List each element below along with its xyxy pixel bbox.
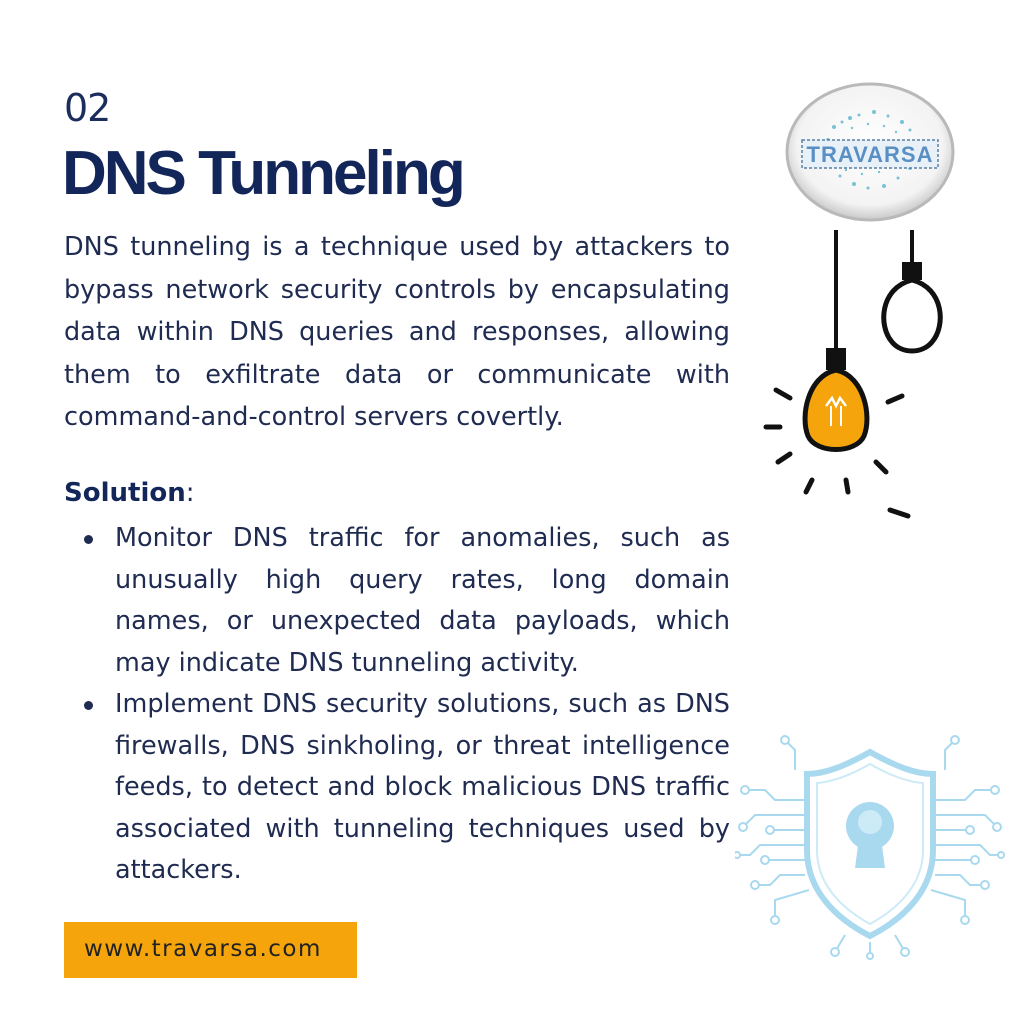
- website-badge[interactable]: [64, 922, 357, 978]
- solution-list: [84, 518, 730, 892]
- bullet-icon: [84, 701, 93, 710]
- slide-number: 02: [64, 86, 111, 130]
- description: DNS tunneling is a technique used by attackers to bypass network security controls by encapsulating data within DNS queries and responses, allowing them to exfiltrate data or communicate with command-and-control servers covertly.: [64, 232, 730, 432]
- shield-keyhole-icon: [735, 730, 1005, 960]
- logo-text: TRAVARSA: [806, 142, 934, 167]
- solution-colon: :: [185, 478, 195, 508]
- website-link[interactable]: www.travarsa.com: [84, 936, 322, 962]
- page-title: DNS Tunneling: [62, 139, 463, 208]
- bullet-text: Monitor DNS traffic for anomalies, such as unusually high query rates, long domain names, or unexpected data payloads, which may indicate DNS tunneling activity.: [115, 523, 730, 678]
- light-bulb-icon: [760, 230, 960, 530]
- bullet-icon: [84, 535, 93, 544]
- solution-label: Solution: [64, 478, 186, 508]
- list-item: [84, 684, 730, 892]
- list-item: [84, 518, 730, 684]
- globe-logo-icon: [784, 82, 956, 222]
- solution-heading: [64, 478, 195, 508]
- bullet-text: Implement DNS security solutions, such as DNS firewalls, DNS sinkholing, or threat intelligence feeds, to detect and block malicious DNS traffic associated with tunneling techniques used by attackers.: [115, 689, 730, 885]
